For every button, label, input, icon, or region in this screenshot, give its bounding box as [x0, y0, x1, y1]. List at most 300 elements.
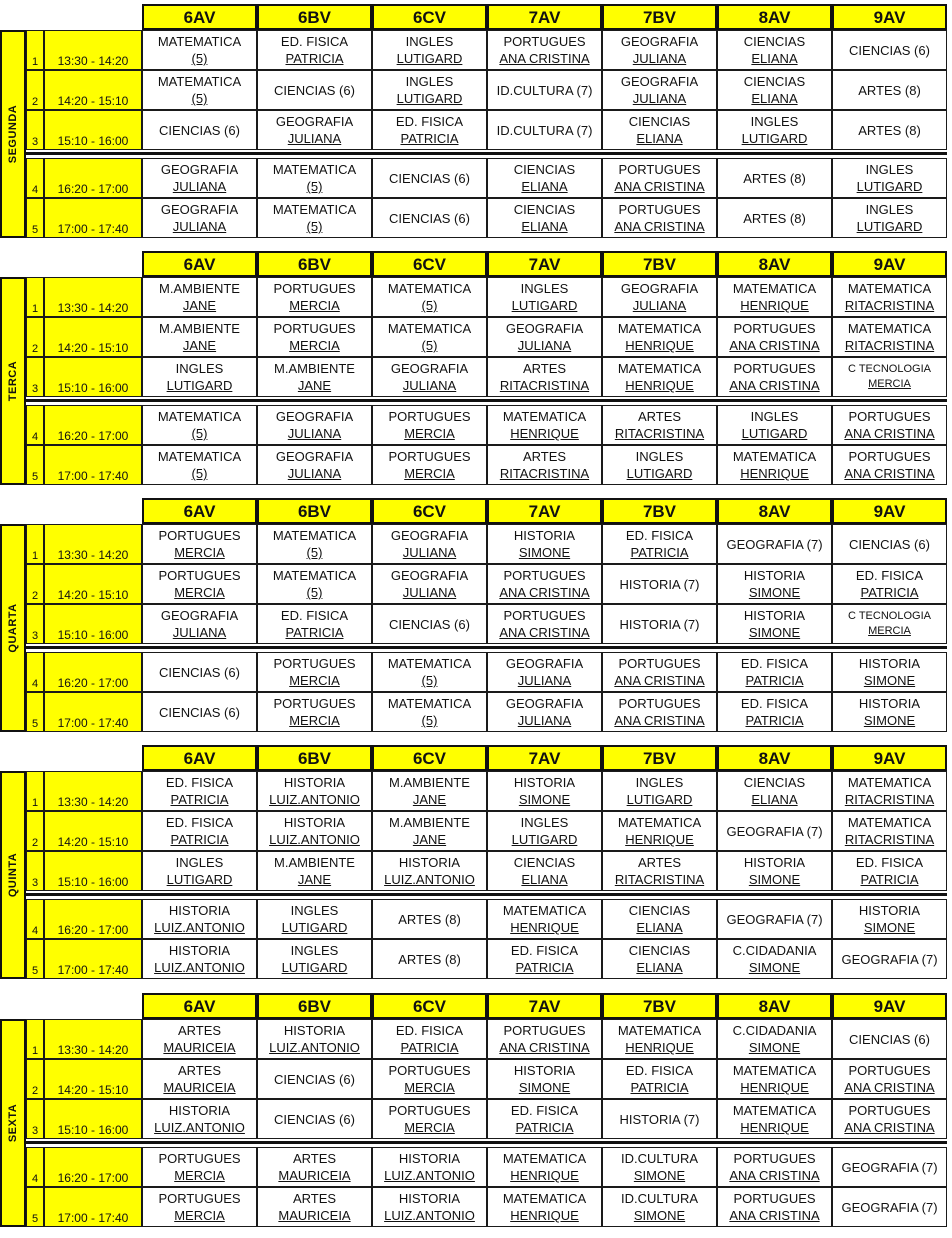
- period-time-label: 16:20 - 17:00: [57, 923, 129, 937]
- lesson-teacher: HENRIQUE: [625, 1040, 694, 1055]
- lesson-subject: GEOGRAFIA: [505, 656, 584, 671]
- lesson-teacher: PATRICIA: [630, 545, 689, 560]
- period-number-label: 1: [31, 797, 39, 809]
- lesson-subject: PORTUGUES: [618, 162, 701, 177]
- lesson-subject: HISTORIA: [168, 943, 231, 958]
- lesson-teacher: SIMONE: [748, 960, 801, 975]
- period-number: [26, 317, 44, 357]
- lesson-subject: PORTUGUES: [848, 1063, 931, 1078]
- class-header-label: 7AV: [528, 749, 561, 768]
- lesson-subject: ARTES (8): [743, 210, 806, 226]
- period-time-label: 13:30 - 14:20: [57, 1043, 129, 1057]
- lesson-teacher: PATRICIA: [285, 625, 344, 640]
- lesson-subject: INGLES: [635, 775, 684, 790]
- lesson-cell: [602, 445, 717, 485]
- period-number: [26, 110, 44, 150]
- lesson-subject: HISTORIA: [283, 815, 346, 830]
- lesson-teacher: ANA CRISTINA: [844, 1080, 935, 1095]
- lesson-teacher: LUTIGARD: [511, 832, 578, 847]
- lesson-teacher: (5): [306, 179, 323, 194]
- period-time-label: 15:10 - 16:00: [57, 628, 129, 642]
- lesson-subject: INGLES: [175, 361, 224, 376]
- lesson-teacher: MERCIA: [174, 585, 225, 600]
- lesson-cell: [602, 30, 717, 70]
- period-number: [26, 1019, 44, 1059]
- lesson-cell: [142, 70, 257, 110]
- lesson-cell: [832, 604, 947, 644]
- lesson-cell: [717, 692, 832, 732]
- lesson-subject: GEOGRAFIA: [160, 202, 239, 217]
- period-time-label: 13:30 - 14:20: [57, 795, 129, 809]
- lesson-cell: [257, 110, 372, 150]
- lesson-cell: [602, 317, 717, 357]
- lesson-cell: [717, 110, 832, 150]
- period-number-label: 1: [31, 303, 39, 315]
- lesson-subject: PORTUGUES: [158, 1191, 241, 1206]
- lesson-cell: [602, 110, 717, 150]
- period-number: [26, 198, 44, 238]
- lesson-teacher: PATRICIA: [170, 792, 229, 807]
- lesson-cell: [142, 811, 257, 851]
- lesson-teacher: MERCIA: [404, 1080, 455, 1095]
- class-header-label: 9AV: [873, 749, 906, 768]
- class-header-label: 6AV: [183, 749, 216, 768]
- lesson-cell: [372, 811, 487, 851]
- lesson-cell: [257, 564, 372, 604]
- lesson-teacher: ANA CRISTINA: [729, 1208, 820, 1223]
- lesson-cell: [487, 357, 602, 397]
- lesson-cell: [717, 899, 832, 939]
- lesson-subject: CIENCIAS (6): [849, 1031, 930, 1047]
- lesson-cell: [142, 1147, 257, 1187]
- lesson-teacher: LUIZ.ANTONIO: [269, 792, 360, 807]
- period-number-label: 4: [31, 1173, 39, 1185]
- class-header-9av: [832, 4, 947, 30]
- lesson-subject: GEOGRAFIA: [620, 74, 699, 89]
- lesson-teacher: ANA CRISTINA: [614, 673, 705, 688]
- lesson-cell: [602, 564, 717, 604]
- lesson-cell: [602, 899, 717, 939]
- lesson-subject: ED. FISICA: [740, 656, 809, 671]
- lesson-teacher: SIMONE: [863, 673, 916, 688]
- lesson-subject: ARTES: [522, 449, 567, 464]
- lesson-subject: PORTUGUES: [503, 608, 586, 623]
- lesson-cell: [487, 317, 602, 357]
- lesson-subject: GEOGRAFIA: [505, 696, 584, 711]
- lesson-subject: MATEMATICA: [502, 1191, 587, 1206]
- lesson-subject: C TECNOLOGIA: [848, 610, 931, 622]
- period-number-label: 2: [31, 837, 39, 849]
- lesson-teacher: PATRICIA: [515, 960, 574, 975]
- break-divider: [26, 893, 947, 896]
- lesson-teacher: LUTIGARD: [166, 378, 233, 393]
- lesson-cell: [372, 30, 487, 70]
- lesson-subject: INGLES: [750, 409, 799, 424]
- period-number: [26, 445, 44, 485]
- lesson-teacher: JULIANA: [172, 219, 227, 234]
- lesson-cell: [257, 277, 372, 317]
- day-label: SEXTA: [7, 1103, 19, 1143]
- period-time-label: 16:20 - 17:00: [57, 182, 129, 196]
- lesson-teacher: LUTIGARD: [396, 91, 463, 106]
- period-number-label: 4: [31, 678, 39, 690]
- lesson-teacher: RITACRISTINA: [614, 872, 705, 887]
- lesson-cell: [832, 30, 947, 70]
- lesson-cell: [487, 1147, 602, 1187]
- period-number: [26, 851, 44, 891]
- period-number-label: 4: [31, 925, 39, 937]
- class-header-8av: [717, 498, 832, 524]
- lesson-subject: HISTORIA: [858, 903, 921, 918]
- lesson-subject: ARTES (8): [858, 82, 921, 98]
- lesson-teacher: LUTIGARD: [741, 426, 808, 441]
- lesson-teacher: MAURICEIA: [163, 1040, 236, 1055]
- lesson-teacher: ELIANA: [636, 131, 683, 146]
- lesson-cell: [372, 110, 487, 150]
- period-time: [44, 652, 142, 692]
- period-time: [44, 1099, 142, 1139]
- lesson-cell: [717, 198, 832, 238]
- period-time: [44, 445, 142, 485]
- lesson-teacher: LUIZ.ANTONIO: [384, 1168, 475, 1183]
- lesson-subject: GEOGRAFIA: [620, 34, 699, 49]
- period-time-label: 17:00 - 17:40: [57, 963, 129, 977]
- lesson-cell: [717, 405, 832, 445]
- period-number-label: 3: [31, 877, 39, 889]
- lesson-teacher: (5): [306, 219, 323, 234]
- lesson-cell: [487, 1019, 602, 1059]
- class-header-7av: [487, 498, 602, 524]
- lesson-cell: [602, 1147, 717, 1187]
- lesson-subject: ED. FISICA: [625, 1063, 694, 1078]
- day-label: QUINTA: [7, 852, 19, 898]
- lesson-subject: PORTUGUES: [273, 656, 356, 671]
- lesson-subject: ID.CULTURA (7): [496, 122, 593, 138]
- class-header-8av: [717, 251, 832, 277]
- lesson-cell: [257, 771, 372, 811]
- lesson-teacher: JULIANA: [632, 298, 687, 313]
- lesson-subject: GEOGRAFIA: [275, 114, 354, 129]
- period-time: [44, 564, 142, 604]
- class-header-label: 6BV: [297, 997, 332, 1016]
- period-time-label: 14:20 - 15:10: [57, 341, 129, 355]
- lesson-cell: [832, 771, 947, 811]
- period-time: [44, 30, 142, 70]
- lesson-cell: [257, 939, 372, 979]
- period-number: [26, 771, 44, 811]
- lesson-teacher: ANA CRISTINA: [614, 179, 705, 194]
- lesson-cell: [142, 692, 257, 732]
- lesson-cell: [257, 445, 372, 485]
- period-time: [44, 1147, 142, 1187]
- lesson-subject: ED. FISICA: [855, 568, 924, 583]
- lesson-cell: [832, 1187, 947, 1227]
- lesson-cell: [487, 851, 602, 891]
- class-header-label: 6CV: [412, 997, 447, 1016]
- lesson-teacher: JULIANA: [402, 545, 457, 560]
- lesson-subject: CIENCIAS (6): [389, 210, 470, 226]
- lesson-subject: MATEMATICA: [157, 74, 242, 89]
- lesson-cell: [142, 357, 257, 397]
- class-header-6cv: [372, 251, 487, 277]
- class-header-6bv: [257, 4, 372, 30]
- period-number-label: 3: [31, 1125, 39, 1137]
- lesson-cell: [487, 158, 602, 198]
- lesson-teacher: JULIANA: [517, 713, 572, 728]
- lesson-teacher: SIMONE: [518, 1080, 571, 1095]
- lesson-subject: CIENCIAS (6): [389, 170, 470, 186]
- class-header-9av: [832, 498, 947, 524]
- lesson-cell: [257, 652, 372, 692]
- lesson-teacher: ANA CRISTINA: [729, 338, 820, 353]
- period-time-label: 15:10 - 16:00: [57, 134, 129, 148]
- lesson-subject: HISTORIA: [513, 528, 576, 543]
- lesson-subject: CIENCIAS: [513, 162, 576, 177]
- lesson-subject: MATEMATICA: [617, 321, 702, 336]
- lesson-teacher: (5): [421, 338, 438, 353]
- lesson-teacher: JULIANA: [402, 585, 457, 600]
- lesson-teacher: MERCIA: [174, 1168, 225, 1183]
- lesson-cell: [487, 1099, 602, 1139]
- lesson-teacher: MERCIA: [404, 426, 455, 441]
- lesson-cell: [832, 405, 947, 445]
- lesson-subject: MATEMATICA: [847, 321, 932, 336]
- class-header-label: 9AV: [873, 502, 906, 521]
- class-header-label: 7AV: [528, 255, 561, 274]
- lesson-cell: [257, 1019, 372, 1059]
- lesson-teacher: PATRICIA: [400, 131, 459, 146]
- lesson-cell: [717, 158, 832, 198]
- class-header-label: 6BV: [297, 502, 332, 521]
- lesson-subject: MATEMATICA: [847, 775, 932, 790]
- lesson-subject: PORTUGUES: [158, 568, 241, 583]
- period-time: [44, 110, 142, 150]
- lesson-subject: C.CIDADANIA: [732, 943, 817, 958]
- lesson-teacher: (5): [421, 713, 438, 728]
- lesson-cell: [832, 899, 947, 939]
- lesson-subject: HISTORIA (7): [619, 616, 700, 632]
- period-time-label: 15:10 - 16:00: [57, 875, 129, 889]
- lesson-subject: MATEMATICA: [732, 1103, 817, 1118]
- class-header-label: 6AV: [183, 997, 216, 1016]
- lesson-subject: GEOGRAFIA (7): [726, 536, 823, 552]
- lesson-teacher: PATRICIA: [400, 1040, 459, 1055]
- lesson-teacher: PATRICIA: [745, 673, 804, 688]
- day-label: TERCA: [7, 360, 19, 402]
- lesson-subject: CIENCIAS: [743, 775, 806, 790]
- lesson-cell: [372, 564, 487, 604]
- lesson-subject: MATEMATICA: [732, 449, 817, 464]
- lesson-cell: [142, 939, 257, 979]
- lesson-subject: INGLES: [405, 74, 454, 89]
- lesson-teacher: JULIANA: [172, 625, 227, 640]
- lesson-cell: [142, 445, 257, 485]
- lesson-teacher: LUIZ.ANTONIO: [154, 920, 245, 935]
- lesson-teacher: ANA CRISTINA: [729, 1168, 820, 1183]
- lesson-teacher: (5): [191, 466, 208, 481]
- lesson-subject: INGLES: [290, 943, 339, 958]
- lesson-cell: [142, 1019, 257, 1059]
- lesson-teacher: ELIANA: [521, 872, 568, 887]
- lesson-subject: PORTUGUES: [158, 1151, 241, 1166]
- period-number-label: 1: [31, 56, 39, 68]
- lesson-subject: ARTES (8): [398, 911, 461, 927]
- class-header-7bv: [602, 251, 717, 277]
- lesson-subject: CIENCIAS: [513, 202, 576, 217]
- lesson-subject: M.AMBIENTE: [159, 281, 240, 296]
- lesson-subject: ARTES (8): [398, 951, 461, 967]
- lesson-subject: ARTES: [292, 1151, 337, 1166]
- lesson-subject: CIENCIAS (6): [159, 704, 240, 720]
- period-time-label: 13:30 - 14:20: [57, 54, 129, 68]
- class-header-6cv: [372, 498, 487, 524]
- lesson-teacher: ANA CRISTINA: [499, 585, 590, 600]
- lesson-subject: INGLES: [520, 281, 569, 296]
- class-header-label: 8AV: [758, 749, 791, 768]
- class-header-label: 9AV: [873, 8, 906, 27]
- lesson-cell: [487, 811, 602, 851]
- day-label-cell: [0, 30, 26, 238]
- lesson-subject: PORTUGUES: [388, 449, 471, 464]
- class-header-label: 6CV: [412, 8, 447, 27]
- period-number-label: 1: [31, 550, 39, 562]
- class-header-8av: [717, 993, 832, 1019]
- lesson-cell: [832, 1147, 947, 1187]
- lesson-teacher: HENRIQUE: [740, 466, 809, 481]
- lesson-cell: [257, 524, 372, 564]
- lesson-cell: [372, 70, 487, 110]
- lesson-subject: MATEMATICA: [617, 361, 702, 376]
- class-header-label: 6AV: [183, 255, 216, 274]
- lesson-subject: HISTORIA: [283, 775, 346, 790]
- class-header-label: 6BV: [297, 255, 332, 274]
- lesson-cell: [832, 939, 947, 979]
- lesson-subject: HISTORIA: [398, 855, 461, 870]
- lesson-teacher: HENRIQUE: [740, 1080, 809, 1095]
- lesson-cell: [602, 1099, 717, 1139]
- lesson-subject: MATEMATICA: [272, 568, 357, 583]
- lesson-teacher: ELIANA: [636, 960, 683, 975]
- lesson-cell: [372, 158, 487, 198]
- class-header-6av: [142, 498, 257, 524]
- lesson-teacher: (5): [421, 673, 438, 688]
- lesson-subject: INGLES: [865, 162, 914, 177]
- lesson-subject: HISTORIA: [743, 855, 806, 870]
- lesson-cell: [602, 357, 717, 397]
- lesson-teacher: ANA CRISTINA: [499, 51, 590, 66]
- lesson-subject: HISTORIA: [398, 1191, 461, 1206]
- class-header-label: 7BV: [642, 749, 677, 768]
- period-number: [26, 692, 44, 732]
- lesson-cell: [257, 30, 372, 70]
- lesson-subject: MATEMATICA: [732, 1063, 817, 1078]
- period-number-label: 4: [31, 184, 39, 196]
- lesson-cell: [487, 604, 602, 644]
- class-header-9av: [832, 745, 947, 771]
- lesson-cell: [717, 652, 832, 692]
- period-time-label: 13:30 - 14:20: [57, 548, 129, 562]
- day-label-cell: [0, 277, 26, 485]
- lesson-cell: [717, 1099, 832, 1139]
- lesson-teacher: LUTIGARD: [281, 920, 348, 935]
- lesson-teacher: JULIANA: [517, 338, 572, 353]
- period-number: [26, 405, 44, 445]
- period-time-label: 17:00 - 17:40: [57, 222, 129, 236]
- class-header-9av: [832, 993, 947, 1019]
- class-header-label: 6AV: [183, 8, 216, 27]
- lesson-teacher: HENRIQUE: [510, 1168, 579, 1183]
- period-time: [44, 405, 142, 445]
- period-number-label: 2: [31, 343, 39, 355]
- lesson-cell: [257, 357, 372, 397]
- lesson-subject: CIENCIAS (6): [389, 616, 470, 632]
- lesson-subject: INGLES: [750, 114, 799, 129]
- class-header-7av: [487, 745, 602, 771]
- lesson-teacher: MAURICEIA: [163, 1080, 236, 1095]
- lesson-subject: M.AMBIENTE: [159, 321, 240, 336]
- lesson-teacher: PATRICIA: [170, 832, 229, 847]
- lesson-subject: PORTUGUES: [733, 1191, 816, 1206]
- lesson-subject: INGLES: [405, 34, 454, 49]
- lesson-teacher: LUIZ.ANTONIO: [154, 960, 245, 975]
- day-label-cell: [0, 524, 26, 732]
- lesson-subject: MATEMATICA: [272, 202, 357, 217]
- lesson-teacher: ELIANA: [751, 51, 798, 66]
- lesson-teacher: LUTIGARD: [511, 298, 578, 313]
- lesson-subject: ARTES: [177, 1063, 222, 1078]
- period-number-label: 3: [31, 630, 39, 642]
- lesson-cell: [717, 939, 832, 979]
- period-time-label: 17:00 - 17:40: [57, 1211, 129, 1225]
- lesson-cell: [487, 524, 602, 564]
- lesson-teacher: HENRIQUE: [740, 1120, 809, 1135]
- lesson-subject: GEOGRAFIA: [275, 409, 354, 424]
- lesson-cell: [832, 1099, 947, 1139]
- lesson-teacher: RITACRISTINA: [614, 426, 705, 441]
- lesson-cell: [372, 1147, 487, 1187]
- period-number-label: 5: [31, 718, 39, 730]
- class-header-7av: [487, 993, 602, 1019]
- lesson-subject: MATEMATICA: [847, 281, 932, 296]
- lesson-cell: [257, 70, 372, 110]
- lesson-cell: [602, 851, 717, 891]
- class-header-label: 8AV: [758, 502, 791, 521]
- lesson-cell: [487, 110, 602, 150]
- lesson-teacher: LUTIGARD: [626, 792, 693, 807]
- class-header-label: 7AV: [528, 997, 561, 1016]
- lesson-subject: CIENCIAS (6): [849, 42, 930, 58]
- lesson-subject: PORTUGUES: [733, 1151, 816, 1166]
- lesson-teacher: JANE: [297, 872, 332, 887]
- lesson-cell: [142, 277, 257, 317]
- class-header-label: 7BV: [642, 255, 677, 274]
- lesson-teacher: JULIANA: [287, 426, 342, 441]
- class-header-9av: [832, 251, 947, 277]
- class-header-8av: [717, 745, 832, 771]
- lesson-teacher: ELIANA: [636, 920, 683, 935]
- lesson-subject: ARTES: [177, 1023, 222, 1038]
- period-time-label: 17:00 - 17:40: [57, 716, 129, 730]
- lesson-teacher: SIMONE: [748, 1040, 801, 1055]
- lesson-subject: ED. FISICA: [510, 943, 579, 958]
- class-header-6bv: [257, 993, 372, 1019]
- lesson-subject: ED. FISICA: [395, 1023, 464, 1038]
- lesson-subject: PORTUGUES: [503, 568, 586, 583]
- period-number: [26, 357, 44, 397]
- lesson-teacher: SIMONE: [748, 585, 801, 600]
- lesson-cell: [487, 198, 602, 238]
- lesson-cell: [602, 1059, 717, 1099]
